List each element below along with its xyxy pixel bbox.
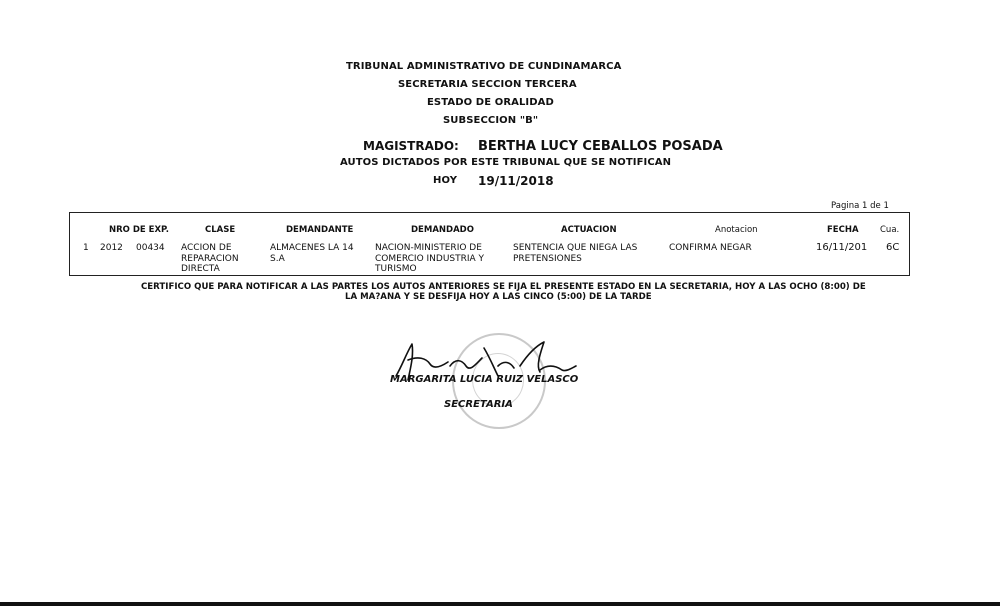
col-header-demandante: DEMANDANTE xyxy=(286,225,354,235)
demandado-line: TURISMO xyxy=(375,264,417,274)
signer-title: SECRETARIA xyxy=(444,399,513,410)
row-anotacion: CONFIRMA NEGAR xyxy=(669,243,752,253)
col-header-nro: NRO DE EXP. xyxy=(109,225,169,235)
court-name: TRIBUNAL ADMINISTRATIVO DE CUNDINAMARCA xyxy=(346,61,622,72)
subsection-name: SUBSECCION "B" xyxy=(443,115,539,126)
clase-line: ACCION DE xyxy=(181,243,232,253)
row-number: 00434 xyxy=(136,243,165,253)
col-header-clase: CLASE xyxy=(205,225,236,235)
certifico-line-1: CERTIFICO QUE PARA NOTIFICAR A LAS PARTES LOS AUTOS ANTERIORES SE FIJA EL PRESENTE ESTADO EN LA SECRETARIA, HOY A LAS OCHO (8:00) DE xyxy=(141,282,866,292)
row-demandado xyxy=(375,243,484,275)
row-actuacion xyxy=(513,243,637,264)
col-header-fecha: FECHA xyxy=(827,225,859,235)
bottom-border xyxy=(0,602,1000,606)
clase-line: REPARACION xyxy=(181,253,239,264)
row-clase xyxy=(181,243,239,275)
section-name: SECRETARIA SECCION TERCERA xyxy=(398,79,577,90)
certifico-line-2: LA MA?ANA Y SE DESFIJA HOY A LAS CINCO (5:00) DE LA TARDE xyxy=(345,292,652,302)
col-header-actuacion: ACTUACION xyxy=(561,225,617,235)
pagination: Pagina 1 de 1 xyxy=(831,201,889,211)
col-header-demandado: DEMANDADO xyxy=(411,225,474,235)
state-name: ESTADO DE ORALIDAD xyxy=(427,97,554,108)
magistrado-label: MAGISTRADO: xyxy=(363,139,459,153)
row-demandante xyxy=(270,243,354,264)
demandado-line: NACION-MINISTERIO DE xyxy=(375,243,482,253)
magistrado-name: BERTHA LUCY CEBALLOS POSADA xyxy=(478,139,723,154)
row-cua: 6C xyxy=(886,242,900,253)
row-fecha: 16/11/201 xyxy=(816,242,868,253)
demandado-line: COMERCIO INDUSTRIA Y xyxy=(375,253,485,264)
autos-line: AUTOS DICTADOS POR ESTE TRIBUNAL QUE SE NOTIFICAN xyxy=(340,157,672,168)
row-index: 1 xyxy=(83,243,89,253)
hoy-date: 19/11/2018 xyxy=(478,174,554,188)
demandante-line: ALMACENES LA 14 xyxy=(270,243,354,253)
demandante-line: S.A xyxy=(270,253,285,264)
row-year: 2012 xyxy=(100,243,123,253)
clase-line: DIRECTA xyxy=(181,264,220,274)
col-header-anotacion: Anotacion xyxy=(715,225,758,235)
actuacion-line: PRETENSIONES xyxy=(513,253,582,264)
actuacion-line: SENTENCIA QUE NIEGA LAS xyxy=(513,243,638,253)
col-header-cua: Cua. xyxy=(880,225,900,235)
signer-name: MARGARITA LUCIA RUIZ VELASCO xyxy=(390,374,579,385)
hoy-label: HOY xyxy=(433,175,458,186)
